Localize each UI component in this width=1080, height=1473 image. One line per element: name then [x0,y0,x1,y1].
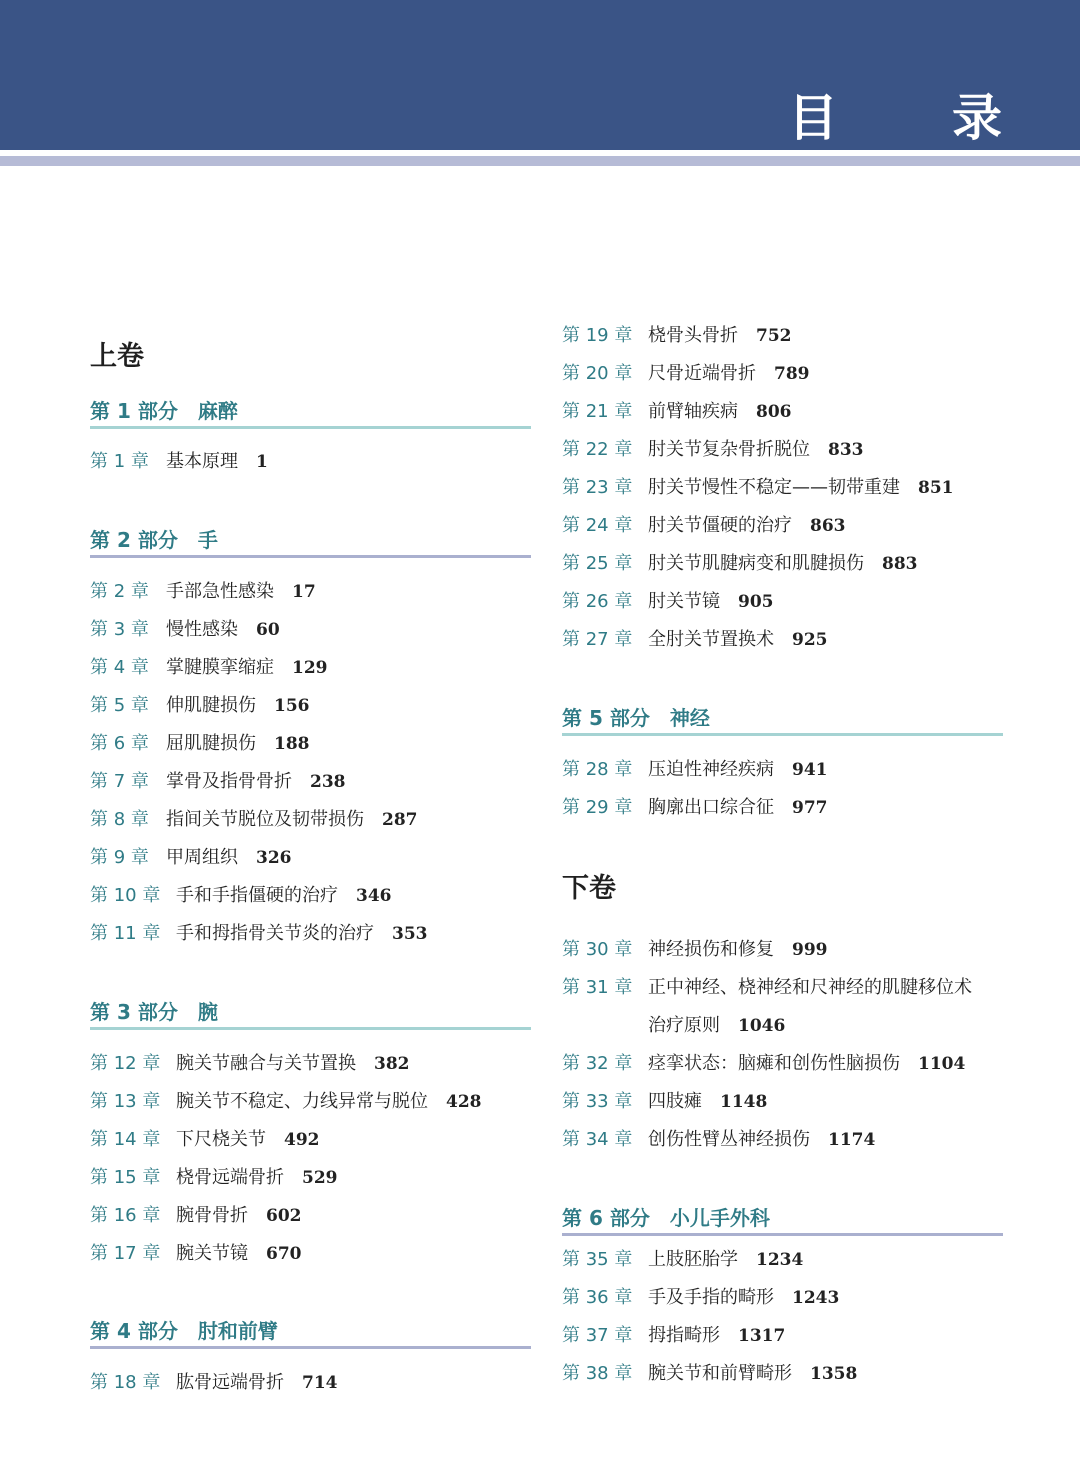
toc-entry[interactable]: 第 26 章 肘关节镜 905 [562,591,774,612]
page-title-char-2: 录 [952,89,1002,147]
toc-entry[interactable]: 第 35 章 上肢胚胎学 1234 [562,1249,804,1270]
toc-entry-continuation[interactable]: 治疗原则 1046 [648,1015,786,1036]
toc-entry[interactable]: 第 2 章 手部急性感染 17 [90,581,316,602]
toc-entry[interactable]: 第 5 章 伸肌腱损伤 156 [90,695,310,716]
toc-entry[interactable]: 第 20 章 尺骨近端骨折 789 [562,363,810,384]
toc-entry[interactable]: 第 4 章 掌腱膜挛缩症 129 [90,657,328,678]
header-banner [0,0,1080,150]
toc-entry[interactable]: 第 38 章 腕关节和前臂畸形 1358 [562,1363,858,1384]
toc-entry[interactable]: 第 18 章 肱骨远端骨折 714 [90,1372,338,1393]
toc-entry[interactable]: 第 9 章 甲周组织 326 [90,847,292,868]
toc-entry[interactable]: 第 34 章 创伤性臂丛神经损伤 1174 [562,1129,876,1150]
toc-entry[interactable]: 第 10 章 手和手指僵硬的治疗 346 [90,885,392,906]
toc-entry[interactable]: 第 21 章 前臂轴疾病 806 [562,401,792,422]
toc-entry[interactable]: 第 33 章 四肢瘫 1148 [562,1091,768,1112]
toc-entry[interactable]: 第 1 章 基本原理 1 [90,451,268,472]
volume-title-upper: 上卷 [90,341,144,372]
part-heading: 第 5 部分 神经 [562,705,1003,741]
toc-entry[interactable]: 第 23 章 肘关节慢性不稳定——韧带重建 851 [562,477,954,498]
toc-entry[interactable]: 第 15 章 桡骨远端骨折 529 [90,1167,338,1188]
toc-entry[interactable]: 第 30 章 神经损伤和修复 999 [562,939,828,960]
page-title-char-1: 目 [788,89,838,147]
toc-entry[interactable]: 第 19 章 桡骨头骨折 752 [562,325,792,346]
toc-entry[interactable]: 第 31 章 正中神经、桡神经和尺神经的肌腱移位术 [562,977,972,998]
toc-entry[interactable]: 第 29 章 胸廓出口综合征 977 [562,797,828,818]
part-heading: 第 6 部分 小儿手外科 [562,1205,1003,1241]
toc-entry[interactable]: 第 8 章 指间关节脱位及韧带损伤 287 [90,809,418,830]
toc-entry[interactable]: 第 13 章 腕关节不稳定、力线异常与脱位 428 [90,1091,482,1112]
toc-entry[interactable]: 第 37 章 拇指畸形 1317 [562,1325,786,1346]
toc-entry[interactable]: 第 28 章 压迫性神经疾病 941 [562,759,828,780]
toc-entry[interactable]: 第 6 章 屈肌腱损伤 188 [90,733,310,754]
toc-entry[interactable]: 第 17 章 腕关节镜 670 [90,1243,302,1264]
toc-entry[interactable]: 第 3 章 慢性感染 60 [90,619,280,640]
toc-entry[interactable]: 第 16 章 腕骨骨折 602 [90,1205,302,1226]
toc-entry[interactable]: 第 12 章 腕关节融合与关节置换 382 [90,1053,410,1074]
toc-entry[interactable]: 第 24 章 肘关节僵硬的治疗 863 [562,515,846,536]
part-heading: 第 3 部分 腕 [90,999,531,1035]
toc-entry[interactable]: 第 25 章 肘关节肌腱病变和肌腱损伤 883 [562,553,918,574]
toc-entry[interactable]: 第 11 章 手和拇指骨关节炎的治疗 353 [90,923,428,944]
part-heading: 第 2 部分 手 [90,527,531,563]
part-heading: 第 1 部分 麻醉 [90,398,531,434]
part-heading: 第 4 部分 肘和前臂 [90,1318,531,1354]
toc-entry[interactable]: 第 14 章 下尺桡关节 492 [90,1129,320,1150]
toc-entry[interactable]: 第 32 章 痉挛状态：脑瘫和创伤性脑损伤 1104 [562,1053,966,1074]
toc-entry[interactable]: 第 27 章 全肘关节置换术 925 [562,629,828,650]
volume-title-lower: 下卷 [562,873,616,904]
header-divider-lavender [0,156,1080,166]
toc-entry[interactable]: 第 7 章 掌骨及指骨骨折 238 [90,771,346,792]
toc-entry[interactable]: 第 22 章 肘关节复杂骨折脱位 833 [562,439,864,460]
toc-entry[interactable]: 第 36 章 手及手指的畸形 1243 [562,1287,840,1308]
